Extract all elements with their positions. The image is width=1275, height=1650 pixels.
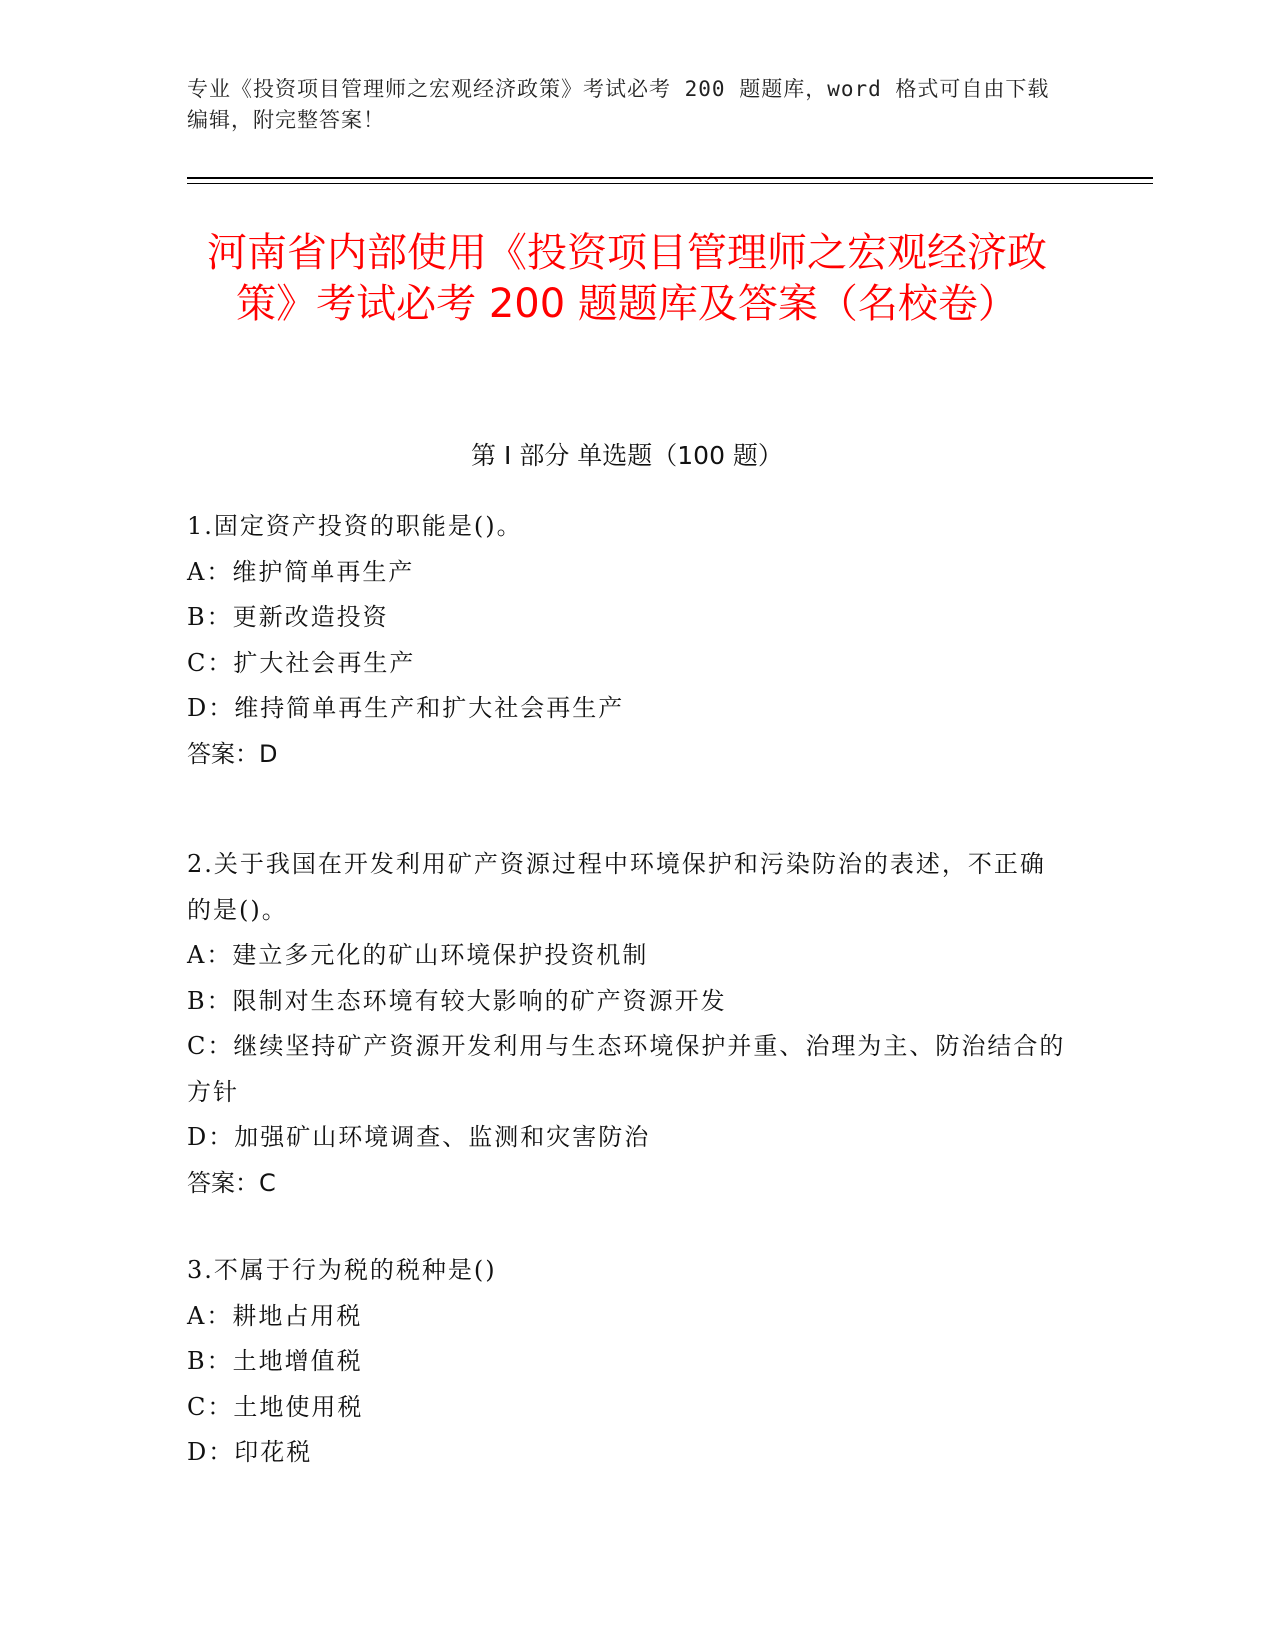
option-b: B：限制对生态环境有较大影响的矿产资源开发 xyxy=(187,986,727,1015)
option-d: D：维持简单再生产和扩大社会再生产 xyxy=(187,694,625,722)
option-d: D：印花税 xyxy=(187,1438,313,1466)
option-a: A：维护简单再生产 xyxy=(187,557,415,586)
question-stem: 3.不属于行为税的税种是() xyxy=(187,1256,497,1284)
question-stem: 1.固定资产投资的职能是()。 xyxy=(187,512,523,540)
question-2 xyxy=(187,842,1067,1206)
header-note: 专业《投资项目管理师之宏观经济政策》考试必考 200 题题库，word 格式可自由下载编辑，附完整答案！ xyxy=(187,77,1050,132)
section-title: 第 I 部分 单选题（100 题） xyxy=(471,441,783,470)
answer: 答案：C xyxy=(187,1168,276,1197)
header-divider-thin xyxy=(187,183,1153,184)
option-c: C：继续坚持矿产资源开发利用与生态环境保护并重、治理为主、防治结合的方针 xyxy=(187,1032,1066,1106)
question-stem: 2.关于我国在开发利用矿产资源过程中环境保护和污染防治的表述，不正确的是()。 xyxy=(187,850,1046,924)
option-b: B：土地增值税 xyxy=(187,1347,363,1375)
option-b: B：更新改造投资 xyxy=(187,603,389,631)
option-a: A：建立多元化的矿山环境保护投资机制 xyxy=(187,941,649,969)
option-d: D：加强矿山环境调查、监测和灾害防治 xyxy=(187,1123,651,1151)
document-title: 河南省内部使用《投资项目管理师之宏观经济政策》考试必考 200 题题库及答案（名校卷） xyxy=(207,230,1047,327)
answer: 答案：D xyxy=(187,739,278,768)
header-divider-thick xyxy=(187,177,1153,179)
option-c: C：土地使用税 xyxy=(187,1392,364,1421)
option-a: A：耕地占用税 xyxy=(187,1301,363,1330)
option-c: C：扩大社会再生产 xyxy=(187,648,416,677)
question-1 xyxy=(187,504,1067,777)
question-3 xyxy=(187,1248,1067,1476)
